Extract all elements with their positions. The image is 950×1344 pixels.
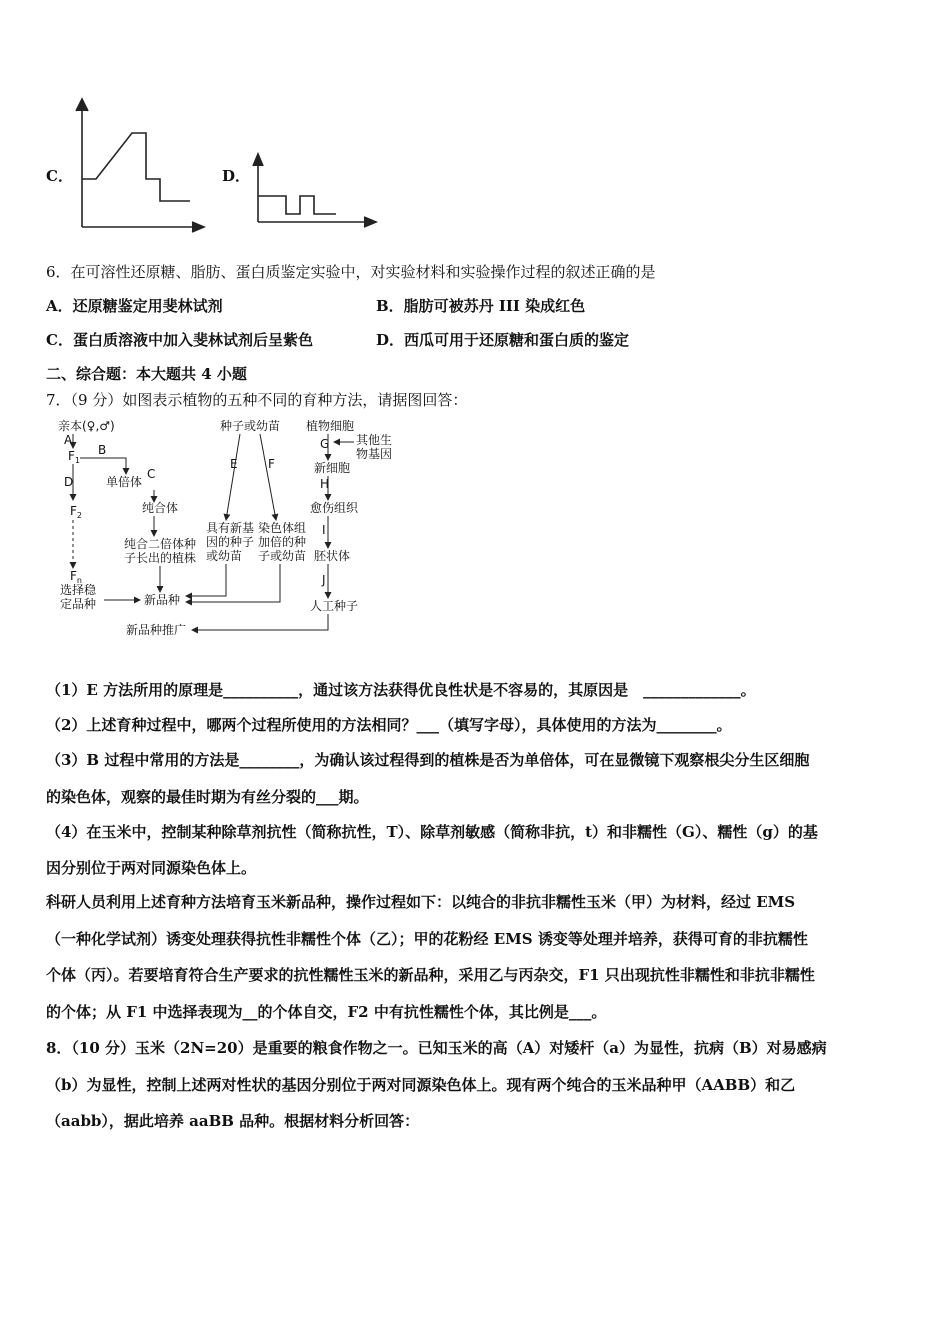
node-double-1: 染色体组	[258, 521, 307, 535]
q6-option-d: D．西瓜可用于还原糖和蛋白质的鉴定	[376, 331, 630, 349]
node-pure-diploid-2: 子长出的植株	[124, 551, 197, 565]
q8-line1: 8．（10 分）玉米（2N=20）是重要的粮食作物之一。已知玉米的高（A）对矮杆（a）为显性，抗病（B）对易感病	[46, 1039, 827, 1057]
node-select-2: 定品种	[60, 597, 97, 611]
node-callus: 愈伤组织	[310, 501, 359, 515]
node-pure: 纯合体	[142, 501, 179, 515]
q7-part4a: （4）在玉米中，控制某种除草剂抗性（简称抗性，T）、除草剂敏感（简称非抗，t）和非糯性（G）、糯性（g）的基	[46, 823, 818, 841]
q7-part5b: （一种化学试剂）诱变处理获得抗性非糯性个体（乙）；甲的花粉经 EMS 诱变等处理并培养，获得可育的非抗糯性	[46, 930, 808, 948]
node-promote: 新品种推广	[126, 623, 187, 637]
q7-part4b: 因分别位于两对同源染色体上。	[46, 859, 257, 877]
node-double-2: 加倍的种	[258, 535, 307, 549]
label-d: D	[64, 475, 74, 489]
option-c-graph	[66, 95, 206, 235]
q7-part5c: 个体（丙）。若要培育符合生产要求的抗性糯性玉米的新品种，采用乙与丙杂交，F1 只出现抗性非糯性和非抗非糯性	[46, 966, 815, 984]
q7-stem: 7．（9 分）如图表示植物的五种不同的育种方法，请据图回答：	[46, 391, 468, 409]
option-d-graph	[244, 150, 379, 230]
label-f: F	[268, 457, 275, 471]
node-newgene-1: 具有新基	[206, 521, 255, 535]
node-f1: $F_1$	[68, 449, 80, 465]
label-i: I	[322, 523, 326, 537]
q7-part3a: （3）B 过程中常用的方法是________，为确认该过程得到的植株是否为单倍体，可在显微镜下观察根尖分生区细胞	[46, 751, 810, 769]
node-plant-cell: 植物细胞	[306, 419, 355, 433]
q6-option-b: B．脂肪可被苏丹 III 染成红色	[376, 297, 586, 315]
node-embryoid: 胚状体	[314, 549, 351, 563]
node-other-1: 其他生	[356, 433, 393, 447]
node-new-variety: 新品种	[144, 593, 181, 607]
section-heading: 二、综合题：本大题共 4 小题	[46, 365, 247, 383]
q7-part3b: 的染色体，观察的最佳时期为有丝分裂的___期。	[46, 788, 369, 806]
node-f2: $F_2$	[70, 504, 82, 520]
node-newgene-3: 或幼苗	[206, 549, 243, 563]
node-pure-diploid-1: 纯合二倍体种	[124, 537, 197, 551]
q7-part2: （2）上述育种过程中，哪两个过程所使用的方法相同？___（填写字母），具体使用的方法为________。	[46, 716, 732, 734]
node-select-1: 选择稳	[60, 583, 97, 597]
label-a: A	[64, 433, 73, 447]
label-g: G	[320, 437, 330, 451]
label-j: J	[322, 573, 326, 587]
node-fn: $F_n$	[70, 569, 82, 585]
q7-part5d: 的个体；从 F1 中选择表现为__的个体自交，F2 中有抗性糯性个体，其比例是___。	[46, 1003, 607, 1021]
node-haploid: 单倍体	[106, 475, 143, 489]
q7-part1: （1）E 方法所用的原理是__________，通过该方法获得优良性状是不容易的，其原因是 _____________。	[46, 681, 756, 699]
label-h: H	[320, 477, 330, 491]
breeding-diagram	[40, 412, 410, 644]
node-double-3: 子或幼苗	[258, 549, 307, 563]
node-other-2: 物基因	[356, 447, 393, 461]
label-e: E	[230, 457, 238, 471]
q8-line2: （b）为显性，控制上述两对性状的基因分别位于两对同源染色体上。现有两个纯合的玉米品种甲（AABB）和乙	[46, 1076, 796, 1094]
node-artificial-seed: 人工种子	[310, 599, 359, 613]
node-seed: 种子或幼苗	[220, 419, 281, 433]
node-new-cell: 新细胞	[314, 461, 351, 475]
q6-option-a: A．还原糖鉴定用斐林试剂	[46, 297, 223, 315]
q8-line3: （aabb），据此培养 aaBB 品种。根据材料分析回答：	[46, 1112, 420, 1130]
q6-option-c: C．蛋白质溶液中加入斐林试剂后呈紫色	[46, 331, 313, 349]
label-b: B	[98, 443, 107, 457]
option-c-label: C．	[46, 167, 73, 185]
q6-stem: 6．在可溶性还原糖、脂肪、蛋白质鉴定实验中，对实验材料和实验操作过程的叙述正确的是	[46, 263, 656, 281]
node-newgene-2: 因的种子	[206, 535, 255, 549]
label-c: C	[147, 467, 156, 481]
option-d-label: D．	[222, 167, 251, 185]
node-parents: 亲本(♀,♂)	[58, 419, 115, 433]
q7-part5a: 科研人员利用上述育种方法培育玉米新品种，操作过程如下：以纯合的非抗非糯性玉米（甲）为材料，经过 EMS	[46, 893, 796, 911]
